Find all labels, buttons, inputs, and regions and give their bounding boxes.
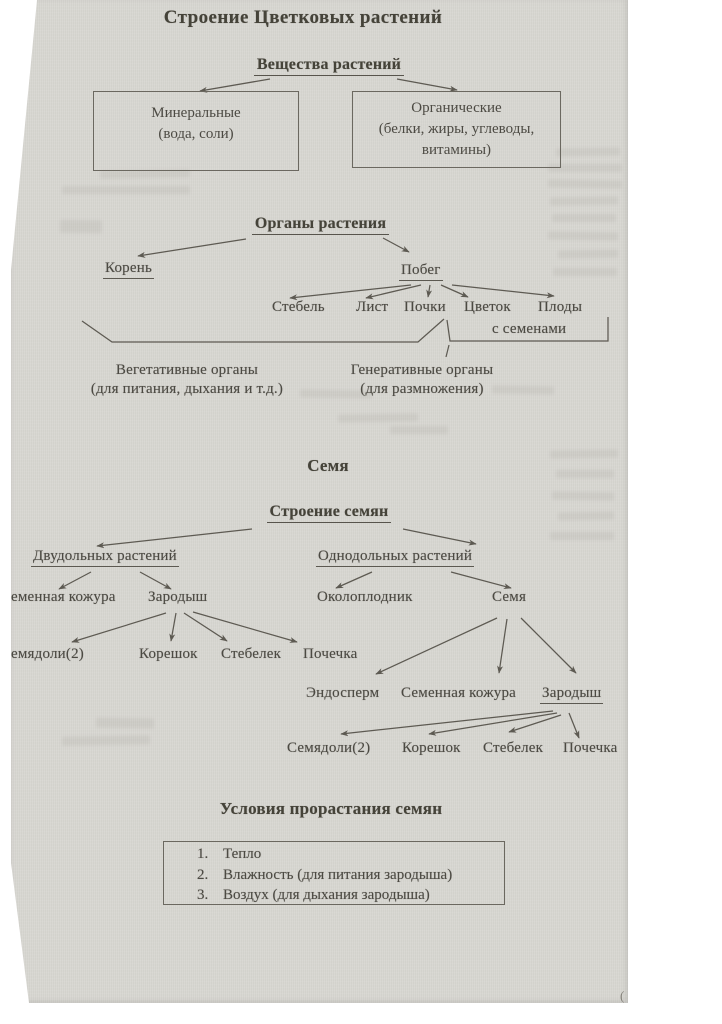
bleedthrough-smudge xyxy=(548,164,622,172)
bleedthrough-smudge xyxy=(552,214,616,222)
shoot-part-flower: Цветок xyxy=(464,299,511,315)
shoot-part-leaf: Лист xyxy=(356,299,389,315)
bleedthrough-smudge xyxy=(60,220,102,234)
germination-item xyxy=(197,865,504,886)
germination-item-text: Воздух (для дыхания зародыша) xyxy=(223,887,430,903)
organic-box xyxy=(352,91,561,168)
germination-heading: Условия прорастания семян xyxy=(219,799,443,818)
germination-item-num: 2. xyxy=(197,866,209,883)
bleedthrough-smudge xyxy=(548,231,618,240)
monocot-seed: Семя xyxy=(492,589,527,605)
monocot-seed-coat: Семенная кожура xyxy=(401,685,517,701)
generative-organs-line1: Генеративные органы xyxy=(350,362,494,378)
seed-structure-heading: Строение семян xyxy=(267,503,392,523)
bleedthrough-smudge xyxy=(300,389,372,398)
mineral-line2: (вода, соли) xyxy=(158,126,234,142)
bleedthrough-smudge xyxy=(556,147,620,156)
bleedthrough-smudge xyxy=(100,169,190,179)
germination-item xyxy=(197,885,504,906)
shoot-part-stem: Стебель xyxy=(272,299,325,315)
page-corner-artifact: ( xyxy=(620,988,625,1003)
monocot-heading: Однодольных растений xyxy=(316,548,474,567)
seed-title: Семя xyxy=(307,456,349,475)
dicot-embryo: Зародыш xyxy=(148,589,208,605)
with-seeds-label: с семенами xyxy=(492,321,567,337)
monocot-embryo: Зародыш xyxy=(540,685,603,704)
shoot-part-buds: Почки xyxy=(404,299,446,315)
generative-organs-line2: (для размножения) xyxy=(360,381,484,397)
vegetative-organs-line1: Вегетативные органы xyxy=(115,362,259,378)
monocot-stalk: Стебелек xyxy=(483,740,544,756)
bleedthrough-smudge xyxy=(492,385,554,394)
bleedthrough-smudge xyxy=(550,449,618,458)
bleedthrough-smudge xyxy=(553,268,617,276)
organic-line1: Органические xyxy=(411,100,502,116)
mineral-box xyxy=(93,91,299,171)
bleedthrough-smudge xyxy=(552,491,614,500)
monocot-endosperm: Эндосперм xyxy=(306,685,380,701)
bleedthrough-smudge xyxy=(62,735,150,746)
dicot-stalk: Стебелек xyxy=(221,646,282,662)
dicot-heading: Двудольных растений xyxy=(31,548,179,567)
bleedthrough-smudge xyxy=(548,179,622,188)
dicot-radicle: Корешок xyxy=(139,646,198,662)
page-title: Строение Цветковых растений xyxy=(163,7,443,28)
bleedthrough-smudge xyxy=(338,413,418,422)
monocot-pericarp: Околоплодник xyxy=(317,589,413,605)
paper-area xyxy=(11,0,628,1003)
organic-line3: витамины) xyxy=(421,142,492,158)
organs-heading: Органы растения xyxy=(252,215,389,235)
dicot-plumule: Почечка xyxy=(303,646,358,662)
shoot-part-fruits: Плоды xyxy=(538,299,583,315)
germination-item-text: Тепло xyxy=(223,846,262,862)
mineral-line1: Минеральные xyxy=(151,105,241,121)
monocot-plumule: Почечка xyxy=(563,740,618,756)
bleedthrough-smudge xyxy=(62,186,190,194)
monocot-radicle: Корешок xyxy=(402,740,461,756)
bleedthrough-smudge xyxy=(558,512,614,521)
diagram-content xyxy=(11,0,628,1003)
monocot-cotyledons: Семядоли(2) xyxy=(287,740,371,756)
germination-item xyxy=(197,844,504,865)
vegetative-organs-line2: (для питания, дыхания и т.д.) xyxy=(90,381,284,397)
bleedthrough-smudge xyxy=(556,470,614,478)
bleedthrough-smudge xyxy=(558,249,618,258)
bleedthrough-smudge xyxy=(550,532,614,540)
bleedthrough-smudge xyxy=(550,196,618,205)
bleedthrough-smudge xyxy=(96,717,154,728)
organic-line2: (белки, жиры, углеводы, xyxy=(378,121,535,137)
dicot-seed-coat: еменная кожура xyxy=(11,589,116,605)
bleedthrough-smudge xyxy=(390,426,448,434)
shoot-label: Побег xyxy=(399,262,443,281)
germination-box xyxy=(163,841,505,905)
root-label: Корень xyxy=(103,260,154,279)
substances-heading: Вещества растений xyxy=(254,56,404,76)
germination-item-num: 1. xyxy=(197,846,209,862)
dicot-cotyledons: емядоли(2) xyxy=(11,646,84,662)
germination-item-num: 3. xyxy=(197,887,209,903)
germination-item-text: Влажность (для питания зародыша) xyxy=(223,866,453,883)
